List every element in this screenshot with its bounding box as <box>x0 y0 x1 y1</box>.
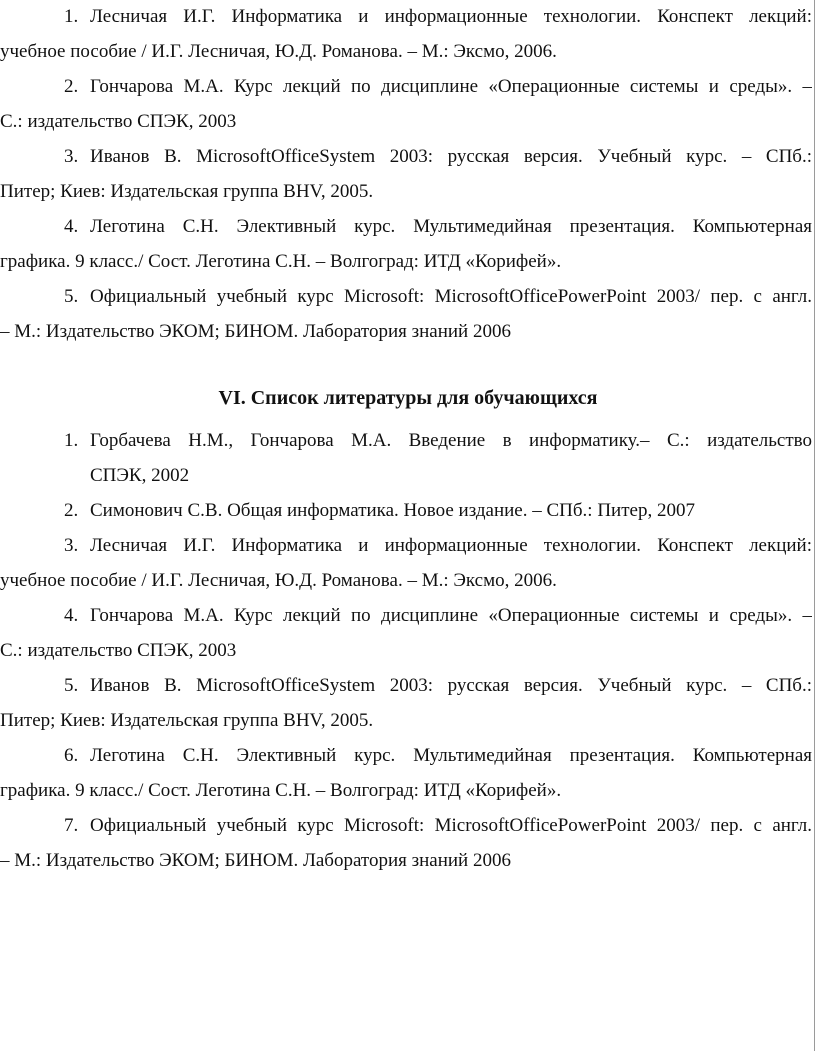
reference-list-teachers <box>0 0 812 349</box>
list-item-number: 1. <box>64 6 79 27</box>
list-item-text: Леготина С.Н. Элективный курс. Мультимедийная презентация. Компьютерная <box>90 745 812 766</box>
list-item-number: 5. <box>64 675 79 696</box>
list-item-text: Иванов В. MicrosoftOfficeSystem 2003: русская версия. Учебный курс. – СПб.: <box>90 146 812 167</box>
list-item <box>0 808 812 878</box>
list-item-text: Симонович С.В. Общая информатика. Новое издание. – СПб.: Питер, 2007 <box>90 500 695 521</box>
list-item-continuation: – М.: Издательство ЭКОМ; БИНОМ. Лаборатория знаний 2006 <box>0 850 511 871</box>
list-item-number: 2. <box>64 500 79 521</box>
list-item-first-line <box>0 0 812 34</box>
list-item-text: Леготина С.Н. Элективный курс. Мультимедийная презентация. Компьютерная <box>90 216 812 237</box>
list-item-continuation: учебное пособие / И.Г. Лесничая, Ю.Д. Романова. – М.: Эксмо, 2006. <box>0 41 557 62</box>
list-item-first-line <box>0 493 812 528</box>
list-item-continuation: Питер; Киев: Издательская группа BHV, 2005. <box>0 181 374 202</box>
list-item-continuation: Питер; Киев: Издательская группа BHV, 2005. <box>0 710 374 731</box>
list-item-text: Иванов В. MicrosoftOfficeSystem 2003: русская версия. Учебный курс. – СПб.: <box>90 675 812 696</box>
list-item <box>0 668 812 738</box>
list-item-first-line <box>0 738 812 773</box>
list-item-continuation: графика. 9 класс./ Сост. Леготина С.Н. – Волгоград: ИТД «Корифей». <box>0 780 562 801</box>
list-item-continuation: СПЭК, 2002 <box>90 465 190 486</box>
list-item-number: 6. <box>64 745 79 766</box>
list-item-number: 5. <box>64 286 79 307</box>
list-item-text: Официальный учебный курс Microsoft: MicrosoftOfficePowerPoint 2003/ пер. с англ. <box>90 286 812 307</box>
list-item-text: Официальный учебный курс Microsoft: MicrosoftOfficePowerPoint 2003/ пер. с англ. <box>90 815 812 836</box>
section-title: VI. Список литературы для обучающихся <box>218 387 598 409</box>
list-item-first-line <box>0 598 812 633</box>
list-item <box>0 738 812 808</box>
list-item <box>0 69 812 139</box>
list-item-first-line <box>0 668 812 703</box>
list-item-first-line <box>0 209 812 244</box>
list-item <box>0 598 812 668</box>
list-item <box>0 279 812 349</box>
list-item-continuation: С.: издательство СПЭК, 2003 <box>0 111 237 132</box>
list-item <box>0 493 812 528</box>
list-item-first-line <box>0 808 812 843</box>
list-item-continuation: С.: издательство СПЭК, 2003 <box>0 640 237 661</box>
list-item <box>0 528 812 598</box>
list-item-text: Лесничая И.Г. Информатика и информационные технологии. Конспект лекций: <box>90 6 812 27</box>
list-item-text: Горбачева Н.М., Гончарова М.А. Введение в информатику.– С.: издательство <box>90 430 812 451</box>
list-item-number: 1. <box>64 430 79 451</box>
list-item-number: 4. <box>64 216 79 237</box>
list-item-text: Лесничая И.Г. Информатика и информационные технологии. Конспект лекций: <box>90 535 812 556</box>
list-item-continuation: учебное пособие / И.Г. Лесничая, Ю.Д. Романова. – М.: Эксмо, 2006. <box>0 570 557 591</box>
list-item <box>0 209 812 279</box>
page-border <box>814 0 815 1051</box>
list-item-first-line <box>0 528 812 563</box>
list-item <box>0 0 812 69</box>
list-item-number: 7. <box>64 815 79 836</box>
list-item-first-line <box>0 139 812 174</box>
list-item-first-line <box>0 69 812 104</box>
list-item <box>0 423 812 493</box>
list-item-text: Гончарова М.А. Курс лекций по дисциплине «Операционные системы и среды». – <box>90 76 812 97</box>
list-item-first-line <box>0 423 812 458</box>
list-item-continuation: графика. 9 класс./ Сост. Леготина С.Н. – Волгоград: ИТД «Корифей». <box>0 251 562 272</box>
list-item-text: Гончарова М.А. Курс лекций по дисциплине «Операционные системы и среды». – <box>90 605 812 626</box>
list-item <box>0 139 812 209</box>
reference-list-students <box>0 423 812 878</box>
list-item-number: 3. <box>64 535 79 556</box>
list-item-first-line <box>0 279 812 314</box>
list-item-number: 2. <box>64 76 79 97</box>
list-item-continuation: – М.: Издательство ЭКОМ; БИНОМ. Лаборатория знаний 2006 <box>0 321 511 342</box>
list-item-number: 3. <box>64 146 79 167</box>
list-item-number: 4. <box>64 605 79 626</box>
